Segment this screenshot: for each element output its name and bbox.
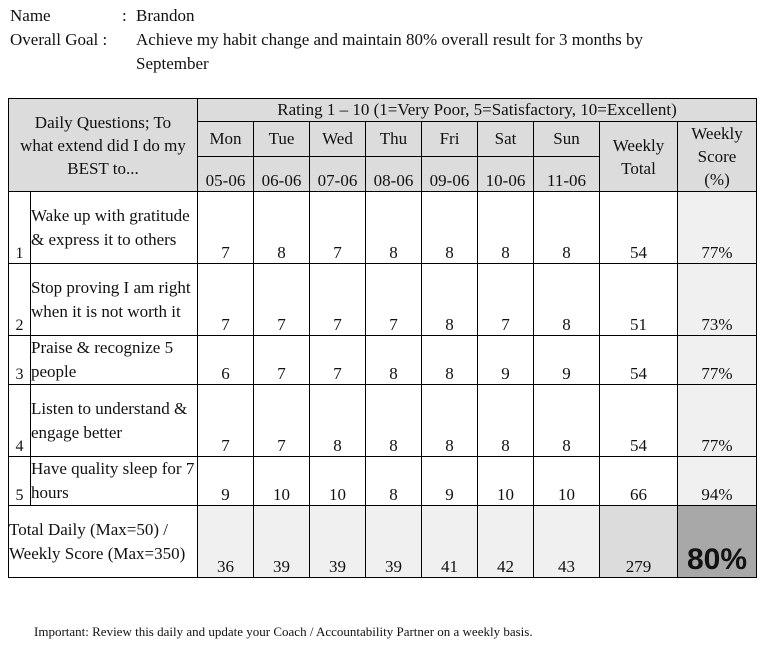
table-row <box>9 385 757 457</box>
weekly-score-header: Weekly Score (%) <box>678 122 757 192</box>
weekly-score-cell: 73% <box>678 264 757 336</box>
weekly-total-header: Weekly Total <box>600 122 678 192</box>
date-header: 11-06 <box>534 157 600 192</box>
score-cell: 7 <box>198 192 254 264</box>
score-cell: 8 <box>534 385 600 457</box>
weekly-score-cell: 77% <box>678 192 757 264</box>
score-cell: 8 <box>422 385 478 457</box>
date-header: 09-06 <box>422 157 478 192</box>
score-cell: 8 <box>478 192 534 264</box>
day-header: Sun <box>534 122 600 157</box>
daily-total-cell: 39 <box>310 506 366 578</box>
score-cell: 7 <box>198 385 254 457</box>
day-header: Fri <box>422 122 478 157</box>
day-header: Thu <box>366 122 422 157</box>
question-cell: Praise & recognize 5 people <box>31 336 198 385</box>
daily-total-cell: 39 <box>366 506 422 578</box>
daily-total-cell: 36 <box>198 506 254 578</box>
goal-row <box>10 28 750 76</box>
weekly-total-cell: 54 <box>600 336 678 385</box>
score-cell: 9 <box>478 336 534 385</box>
date-header: 05-06 <box>198 157 254 192</box>
score-cell: 8 <box>422 264 478 336</box>
score-cell: 10 <box>534 457 600 506</box>
totals-row <box>9 506 757 578</box>
score-cell: 8 <box>366 336 422 385</box>
weekly-score-cell: 77% <box>678 336 757 385</box>
score-cell: 7 <box>478 264 534 336</box>
weekly-total-cell: 54 <box>600 192 678 264</box>
name-label: Name <box>10 6 51 25</box>
day-header: Sat <box>478 122 534 157</box>
question-cell: Have quality sleep for 7 hours <box>31 457 198 506</box>
weekly-score-cell: 94% <box>678 457 757 506</box>
score-cell: 10 <box>478 457 534 506</box>
score-cell: 7 <box>310 336 366 385</box>
table-row <box>9 264 757 336</box>
grand-total-cell: 279 <box>600 506 678 578</box>
score-cell: 8 <box>478 385 534 457</box>
footer-note: Important: Review this daily and update your Coach / Accountability Partner on a weekly basis. <box>34 624 533 639</box>
weekly-total-cell: 51 <box>600 264 678 336</box>
question-cell: Listen to understand & engage better <box>31 385 198 457</box>
row-number: 3 <box>9 336 31 385</box>
score-cell: 8 <box>422 192 478 264</box>
goal-label: Overall Goal : <box>10 30 108 49</box>
score-cell: 8 <box>534 192 600 264</box>
table-row <box>9 192 757 264</box>
score-cell: 10 <box>310 457 366 506</box>
weekly-total-cell: 54 <box>600 385 678 457</box>
score-cell: 8 <box>366 192 422 264</box>
day-header: Mon <box>198 122 254 157</box>
habit-table <box>8 98 757 578</box>
date-header: 06-06 <box>254 157 310 192</box>
score-cell: 7 <box>254 264 310 336</box>
question-cell: Wake up with gratitude & express it to others <box>31 192 198 264</box>
row-number: 1 <box>9 192 31 264</box>
date-header: 10-06 <box>478 157 534 192</box>
daily-total-cell: 41 <box>422 506 478 578</box>
score-cell: 10 <box>254 457 310 506</box>
date-header: 07-06 <box>310 157 366 192</box>
day-header: Wed <box>310 122 366 157</box>
score-cell: 9 <box>198 457 254 506</box>
overall-score-cell: 80% <box>678 506 757 578</box>
name-value: Brandon <box>136 6 195 25</box>
score-cell: 7 <box>254 385 310 457</box>
score-cell: 8 <box>422 336 478 385</box>
name-separator: : <box>122 6 127 25</box>
weekly-score-cell: 77% <box>678 385 757 457</box>
totals-label: Total Daily (Max=50) / Weekly Score (Max=350) <box>9 506 198 578</box>
table-row <box>9 336 757 385</box>
daily-total-cell: 43 <box>534 506 600 578</box>
score-cell: 7 <box>366 264 422 336</box>
score-cell: 8 <box>310 385 366 457</box>
score-cell: 7 <box>198 264 254 336</box>
question-header: Daily Questions; To what extend did I do my BEST to... <box>9 99 198 192</box>
row-number: 4 <box>9 385 31 457</box>
day-header: Tue <box>254 122 310 157</box>
score-cell: 8 <box>254 192 310 264</box>
score-cell: 8 <box>366 385 422 457</box>
daily-total-cell: 39 <box>254 506 310 578</box>
weekly-total-cell: 66 <box>600 457 678 506</box>
score-cell: 7 <box>254 336 310 385</box>
score-cell: 9 <box>422 457 478 506</box>
daily-total-cell: 42 <box>478 506 534 578</box>
table-row <box>9 457 757 506</box>
score-cell: 7 <box>310 264 366 336</box>
question-cell: Stop proving I am right when it is not worth it <box>31 264 198 336</box>
score-cell: 7 <box>310 192 366 264</box>
rating-header: Rating 1 – 10 (1=Very Poor, 5=Satisfactory, 10=Excellent) <box>198 99 757 122</box>
score-cell: 9 <box>534 336 600 385</box>
score-cell: 8 <box>366 457 422 506</box>
row-number: 5 <box>9 457 31 506</box>
score-cell: 8 <box>534 264 600 336</box>
row-number: 2 <box>9 264 31 336</box>
goal-value: Achieve my habit change and maintain 80% overall result for 3 months by September <box>136 30 644 73</box>
date-header: 08-06 <box>366 157 422 192</box>
score-cell: 6 <box>198 336 254 385</box>
name-row <box>10 4 750 28</box>
header-info <box>10 4 750 76</box>
